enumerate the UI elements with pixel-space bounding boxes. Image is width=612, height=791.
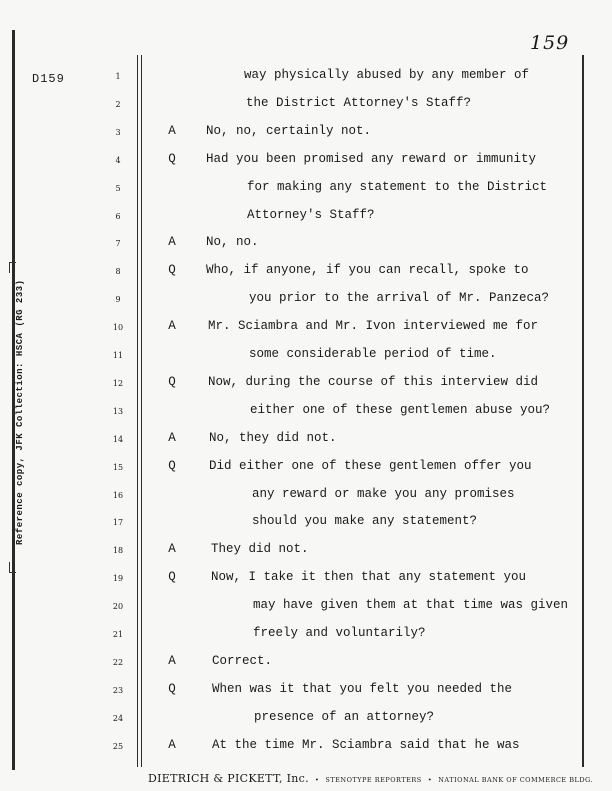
transcript-line: [0, 180, 612, 200]
line-number: 23: [112, 685, 124, 695]
speaker-label: A: [168, 430, 176, 445]
line-text: for making any statement to the District: [247, 179, 548, 194]
line-text: No, they did not.: [209, 430, 337, 445]
line-text: way physically abused by any member of: [244, 68, 530, 82]
transcript-line: [0, 682, 612, 702]
firm-name: DIETRICH & PICKETT, Inc.: [148, 772, 309, 785]
line-number: 2: [115, 99, 121, 109]
speaker-label: Q: [168, 681, 176, 696]
line-number: 3: [115, 127, 121, 137]
line-text: Attorney's Staff?: [247, 207, 375, 222]
reference-stamp: Reference copy, JFK Collection: HSCA (RG 233): [15, 279, 25, 545]
line-text: any reward or make you any promises: [252, 486, 515, 501]
document-id: D159: [32, 72, 65, 86]
footer-address: NATIONAL BANK OF COMMERCE BLDG.: [438, 776, 594, 784]
line-text: When was it that you felt you needed the: [212, 681, 513, 696]
line-text: you prior to the arrival of Mr. Panzeca?: [249, 291, 550, 306]
line-text: either one of these gentlemen abuse you?: [250, 402, 551, 417]
transcript-line: [0, 347, 612, 367]
line-text: some considerable period of time.: [249, 347, 497, 361]
speaker-label: Q: [168, 570, 176, 585]
transcript-line: [0, 654, 612, 674]
line-number: 25: [112, 741, 124, 751]
line-text: Now, I take it then that any statement you: [211, 570, 527, 585]
line-text: Who, if anyone, if you can recall, spoke to: [206, 263, 529, 278]
line-text: They did not.: [211, 542, 309, 557]
page-footer: [148, 772, 594, 785]
transcript-line: [0, 263, 612, 283]
line-number: 22: [112, 657, 124, 667]
transcript-line: [0, 459, 612, 479]
speaker-label: A: [168, 542, 176, 557]
transcript-line: [0, 403, 612, 423]
transcript-line: [0, 487, 612, 507]
line-number: 17: [112, 518, 124, 528]
transcript-line: [0, 514, 612, 534]
speaker-label: Q: [168, 263, 176, 278]
line-number: 11: [112, 351, 124, 360]
line-number: 1: [115, 72, 121, 81]
speaker-label: A: [168, 653, 176, 668]
speaker-label: A: [168, 737, 176, 752]
line-number: 12: [112, 378, 124, 388]
line-number: 5: [115, 183, 121, 193]
line-number: 16: [112, 490, 124, 500]
speaker-label: Q: [168, 458, 176, 473]
transcript-line: [0, 291, 612, 311]
line-number: 21: [112, 630, 124, 639]
line-text: At the time Mr. Sciambra said that he was: [212, 737, 520, 752]
line-number: 4: [115, 155, 121, 165]
handwritten-page-number: 159: [530, 32, 570, 54]
line-text: Now, during the course of this interview did: [208, 374, 539, 389]
line-number: 20: [112, 602, 124, 612]
transcript-line: [0, 68, 612, 88]
line-text: Mr. Sciambra and Mr. Ivon interviewed me for: [208, 319, 539, 334]
line-text: may have given them at that time was given: [253, 598, 569, 613]
line-number: 24: [112, 713, 124, 723]
line-text: No, no, certainly not.: [206, 123, 372, 138]
transcript-line: [0, 96, 612, 116]
footer-bullet-2: •: [427, 776, 433, 784]
line-number: 9: [115, 295, 121, 305]
transcript-line: [0, 124, 612, 144]
line-number: 6: [115, 211, 121, 221]
line-number: 15: [112, 462, 124, 472]
speaker-label: A: [168, 123, 176, 138]
line-number: 18: [112, 546, 124, 556]
speaker-label: Q: [168, 151, 176, 166]
line-text: freely and voluntarily?: [253, 626, 426, 640]
line-number: 10: [112, 323, 124, 333]
line-text: Had you been promised any reward or immunity: [206, 151, 537, 166]
speaker-label: Q: [168, 374, 176, 389]
line-text: Correct.: [212, 653, 273, 668]
speaker-label: A: [168, 235, 176, 250]
transcript-line: [0, 375, 612, 395]
line-text: the District Attorney's Staff?: [246, 95, 472, 110]
line-number: 7: [115, 239, 121, 249]
footer-service: STENOTYPE REPORTERS: [325, 776, 422, 784]
footer-bullet-1: •: [314, 776, 320, 784]
line-text: No, no.: [206, 235, 259, 250]
line-text: should you make any statement?: [252, 514, 478, 529]
transcript-line: [0, 152, 612, 172]
line-number: 19: [112, 574, 124, 584]
transcript-line: [0, 542, 612, 562]
transcript-line: [0, 431, 612, 451]
speaker-label: A: [168, 319, 176, 334]
line-text: presence of an attorney?: [254, 709, 435, 724]
line-text: Did either one of these gentlemen offer you: [209, 458, 532, 473]
line-number: 14: [112, 434, 124, 444]
transcript-line: [0, 626, 612, 646]
transcript-line: [0, 235, 612, 255]
transcript-line: [0, 710, 612, 730]
transcript-line: [0, 738, 612, 758]
line-number: 13: [112, 406, 124, 416]
transcript-line: [0, 598, 612, 618]
transcript-line: [0, 570, 612, 590]
transcript-line: [0, 208, 612, 228]
line-number: 8: [115, 267, 121, 277]
transcript-line: [0, 319, 612, 339]
